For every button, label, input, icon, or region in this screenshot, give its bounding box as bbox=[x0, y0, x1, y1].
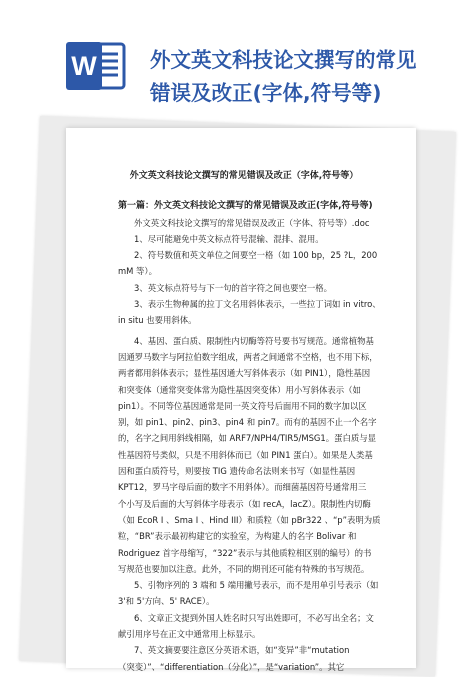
document-line: 个小写及后面的大写斜体字母表示（如 recA，lacZ）。限制性内切酶 bbox=[118, 498, 371, 509]
document-line: 3、表示生物种属的拉丁文名用斜体表示，一些拉丁词如 in vitro、 bbox=[134, 299, 381, 310]
document-line: 2、符号数值和英文单位之间要空一格（如 100 bp，25 ?L，200 bbox=[134, 250, 378, 261]
document-line: KPT12，罗马字母后面的数字不用斜体）。而细菌基因符号通常用三 bbox=[118, 482, 367, 493]
document-line: 因通罗马数字与阿拉伯数字组成，两者之间通常不空格，也不用下标， bbox=[118, 351, 378, 362]
document-line: 粒，“BR”表示最初构建它的实验室，为构建人的名字 Bolivar 和 bbox=[118, 531, 357, 542]
document-line: 6、文章正文提到外国人姓名时只写出姓即可，不必写出全名；文 bbox=[134, 612, 374, 623]
document-line: 5、引物序列的 3 端和 5 端用撇号表示，而不是用单引号表示（如 bbox=[134, 580, 379, 591]
document-line: 1、尽可能避免中英文标点符号混输、混排、混用。 bbox=[134, 233, 324, 244]
document-line: 写规范也要加以注意。此外，不同的期刊还可能有特殊的书写规范。 bbox=[118, 563, 370, 574]
document-lines bbox=[118, 215, 380, 675]
document-line: pin1）。不同等位基因通常是同一英文符号后面用不同的数字加以区 bbox=[118, 400, 367, 411]
document-line: 3、英文标点符号与下一句的首字符之间也要空一格。 bbox=[134, 282, 332, 293]
document-line: 献引用序号在正文中通常用上标显示。 bbox=[118, 629, 261, 640]
logo-letter: W bbox=[71, 51, 97, 81]
document-line: Rodriguez 首字母缩写，“322”表示与其他质粒相区别的编号）的书 bbox=[118, 547, 372, 558]
document-line: 和突变体（通常突变体常为隐性基因突变体）用小写斜体表示（如 bbox=[118, 384, 361, 395]
document-line: 4、基因、蛋白质、限制性内切酶等符号要书写规范。通常植物基 bbox=[134, 335, 374, 346]
document-line: 3'和 5'方向、5' RACE）。 bbox=[118, 596, 215, 607]
document-line: 的，名字之间用斜线相隔，如 ARF7/NPH4/TIR5/MSG1。蛋白质与显 bbox=[118, 433, 376, 444]
document-line: （突变）”、“differentiation（分化）”，是“variation”。其它 bbox=[118, 661, 345, 672]
document-line: 别，如 pin1、pin2、pin3、pin4 和 pin7。而有的基因不止一个名字 bbox=[118, 417, 377, 428]
document-line: 性基因符号类似，只是不用斜体而已（如 PIN1 蛋白）。如果是人类基 bbox=[118, 449, 373, 460]
page-title-line-2: 错误及改正(字体,符号等) bbox=[150, 81, 382, 105]
document-body bbox=[118, 168, 380, 675]
document-title: 外文英文科技论文撰写的常见错误及改正（字体,符号等） bbox=[129, 171, 359, 181]
section-title: 第一篇：外文英文科技论文撰写的常见错误及改正(字体,符号等) bbox=[118, 201, 373, 212]
page-title-line-1: 外文英文科技论文撰写的常见 bbox=[150, 48, 417, 72]
document-line: 两者都用斜体表示；显性基因通大写斜体表示（如 PIN1），隐性基因 bbox=[118, 368, 371, 379]
page-header bbox=[0, 0, 474, 118]
word-document-icon bbox=[64, 40, 128, 92]
document-line: 因和蛋白质符号，则要按 TIG 遗传命名法则来书写（如显性基因 bbox=[118, 466, 356, 477]
document-line: 外文英文科技论文撰写的常见错误及改正（字体、符号等）.doc bbox=[134, 217, 370, 228]
document-line: mM 等）。 bbox=[118, 266, 157, 277]
document-line: 7、英文摘要要注意区分英语术语，如“变异”非“mutation bbox=[134, 645, 350, 656]
document-line: （如 EcoR I 、Sma I 、Hind III）和质粒（如 pBr322 、“p”表明为质 bbox=[118, 514, 381, 525]
page-title bbox=[150, 44, 450, 110]
document-line: in situ 也要用斜体。 bbox=[118, 315, 197, 326]
